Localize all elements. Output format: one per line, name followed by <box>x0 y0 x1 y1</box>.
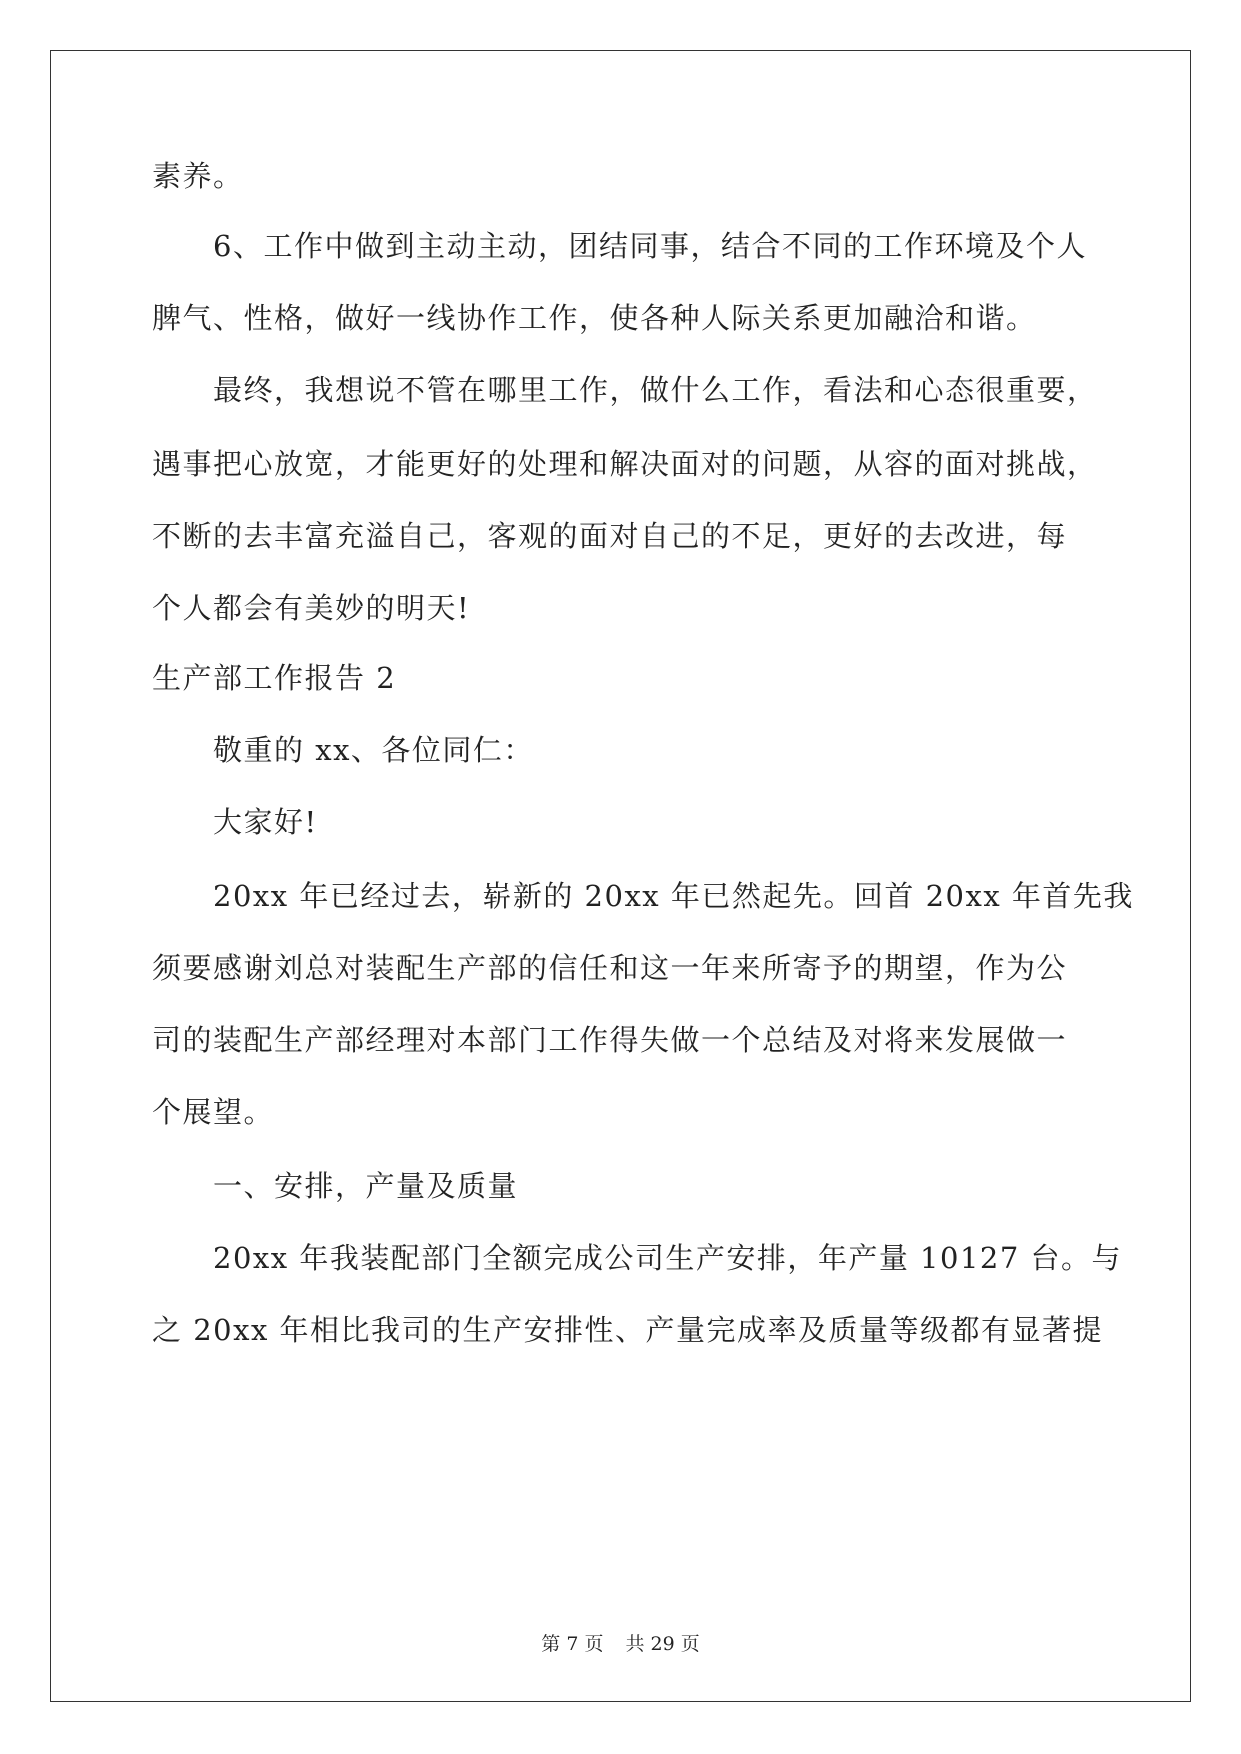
text-line: 不断的去丰富充溢自己，客观的面对自己的不足，更好的去改进，每 <box>152 519 1068 553</box>
text-line-item-6: 6、工作中做到主动主动，团结同事，结合不同的工作环境及个人 <box>213 229 1087 263</box>
text-line: 司的装配生产部经理对本部门工作得失做一个总结及对将来发展做一 <box>152 1023 1068 1057</box>
page-number: 第 7 页 <box>541 1633 604 1655</box>
text-line: 脾气、性格，做好一线协作工作，使各种人际关系更加融洽和谐。 <box>152 301 1037 335</box>
page-total: 共 29 页 <box>625 1633 700 1655</box>
greeting: 大家好! <box>213 805 318 839</box>
section-title: 生产部工作报告 2 <box>152 661 397 695</box>
text-line: 之 20xx 年相比我司的生产安排性、产量完成率及质量等级都有显著提 <box>152 1313 1104 1347</box>
text-line-intro: 20xx 年已经过去，崭新的 20xx 年已然起先。回首 20xx 年首先我 <box>213 879 1134 913</box>
text-line: 个人都会有美妙的明天! <box>152 591 471 625</box>
text-line: 须要感谢刘总对装配生产部的信任和这一年来所寄予的期望，作为公 <box>152 951 1068 985</box>
text-line-conclusion: 最终，我想说不管在哪里工作，做什么工作，看法和心态很重要， <box>213 373 1098 407</box>
text-line-production: 20xx 年我装配部门全额完成公司生产安排，年产量 10127 台。与 <box>213 1241 1123 1275</box>
text-line: 个展望。 <box>152 1095 275 1129</box>
text-line-continuation: 素养。 <box>152 159 244 193</box>
page-footer <box>0 1632 1241 1656</box>
subsection-heading: 一、安排，产量及质量 <box>213 1169 519 1203</box>
text-line: 遇事把心放宽，才能更好的处理和解决面对的问题，从容的面对挑战， <box>152 447 1098 481</box>
salutation: 敬重的 xx、各位同仁： <box>213 733 534 767</box>
